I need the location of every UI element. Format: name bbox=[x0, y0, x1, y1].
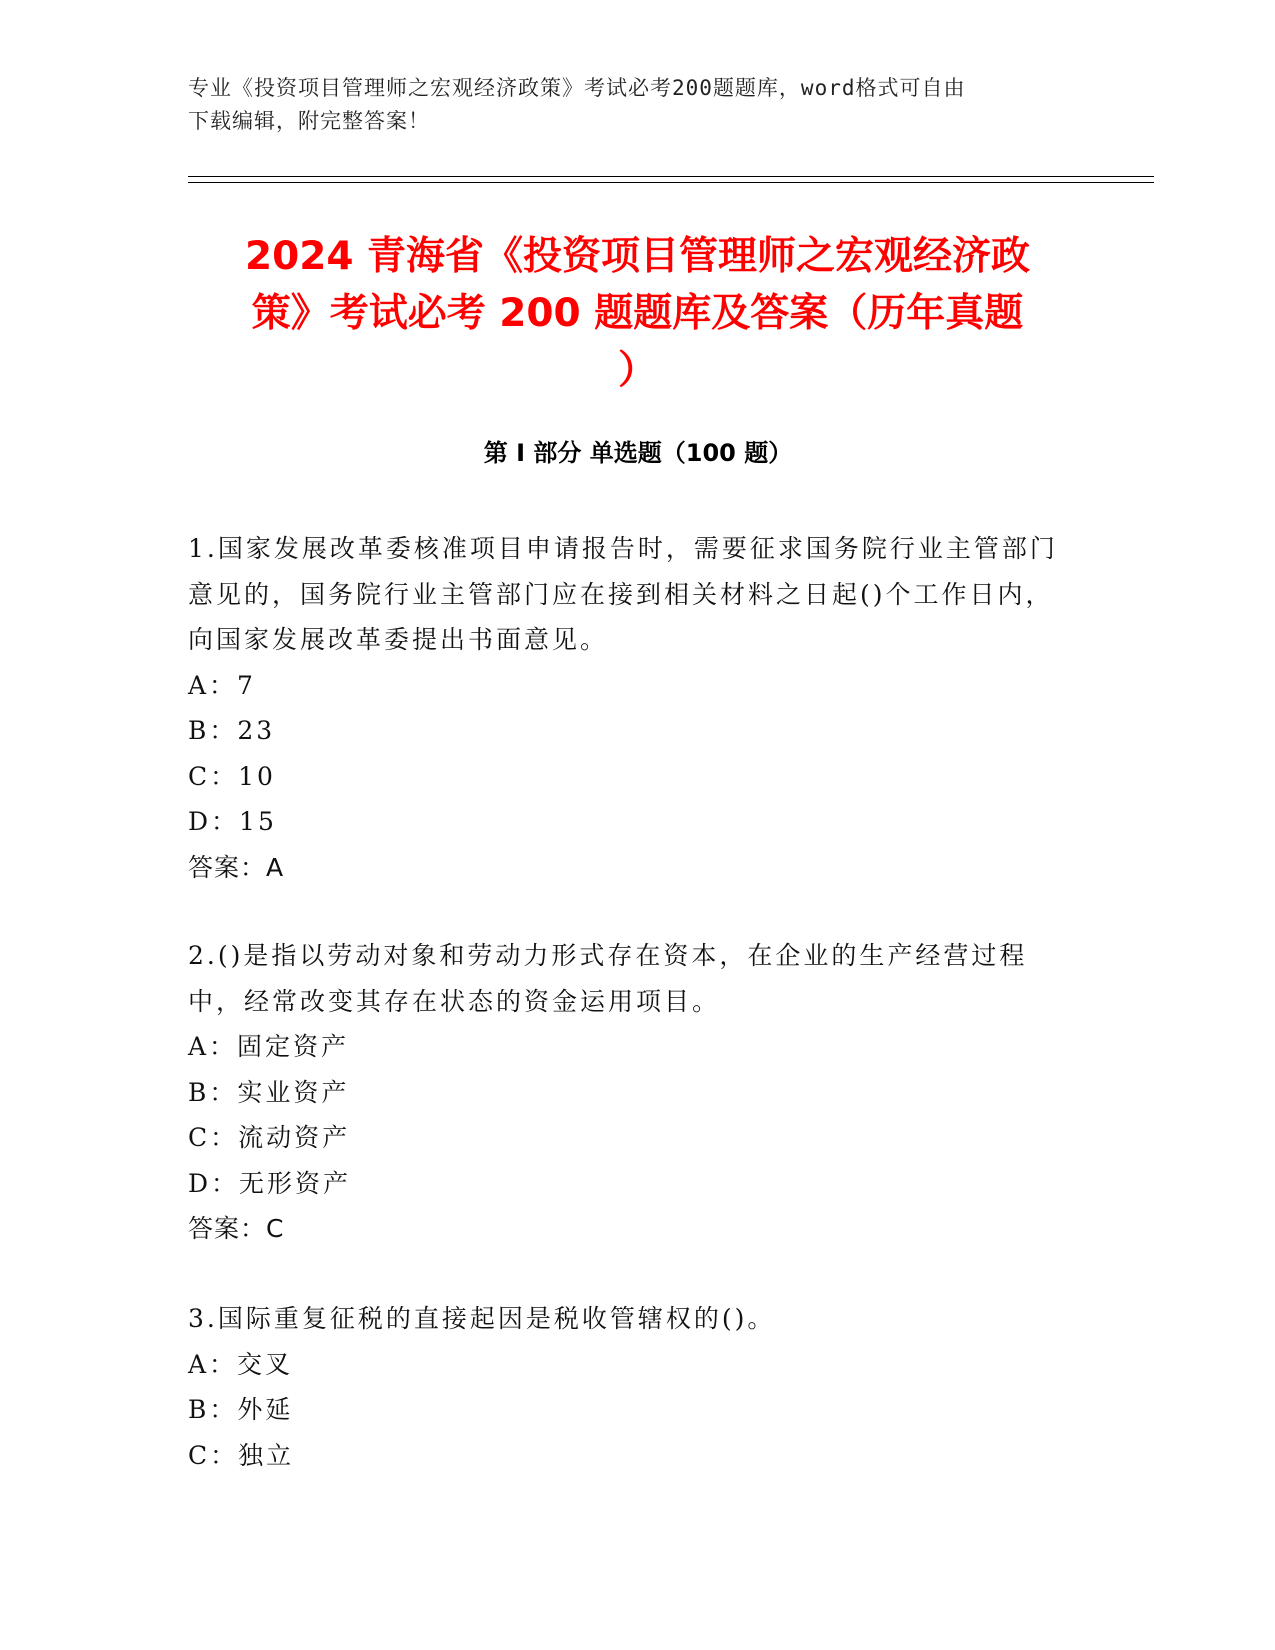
option-c: C：10 bbox=[188, 761, 276, 791]
answer-line: 答案：C bbox=[188, 1214, 285, 1243]
option-b: B：外延 bbox=[188, 1395, 294, 1424]
question-1 bbox=[188, 526, 1068, 890]
option-a: A：7 bbox=[188, 670, 256, 700]
document-title bbox=[170, 228, 1105, 399]
header-note-line-1: 专业《投资项目管理师之宏观经济政策》考试必考200题题库，word格式可自由 bbox=[188, 76, 966, 100]
document-title-line-1: 2024 青海省《投资项目管理师之宏观经济政 bbox=[244, 234, 1031, 279]
question-2 bbox=[188, 933, 1068, 1252]
question-options bbox=[188, 1024, 1068, 1206]
header-divider-bottom bbox=[188, 182, 1154, 183]
document-title-line-2: 策》考试必考 200 题题库及答案（历年真题 bbox=[251, 291, 1024, 336]
header-note-line-2: 下载编辑，附完整答案！ bbox=[188, 109, 430, 133]
option-d: D：15 bbox=[188, 807, 277, 836]
answer-line: 答案：A bbox=[188, 852, 285, 882]
section-heading: 第 I 部分 单选题（100 题） bbox=[483, 439, 793, 467]
document-title-line-3: ） bbox=[617, 348, 657, 393]
option-a: A：交叉 bbox=[188, 1349, 294, 1379]
option-c: C：独立 bbox=[188, 1440, 295, 1470]
option-b: B：实业资产 bbox=[188, 1077, 350, 1107]
option-a: A：固定资产 bbox=[188, 1032, 350, 1061]
option-d: D：无形资产 bbox=[188, 1168, 352, 1198]
question-stem: 2.()是指以劳动对象和劳动力形式存在资本，在企业的生产经营过程中，经常改变其存在状态的资金运用项目。 bbox=[188, 941, 1028, 1016]
question-options bbox=[188, 1342, 1068, 1479]
question-stem: 1.国家发展改革委核准项目申请报告时，需要征求国务院行业主管部门意见的，国务院行业主管部门应在接到相关材料之日起()个工作日内，向国家发展改革委提出书面意见。 bbox=[188, 534, 1058, 654]
header-divider-top bbox=[188, 176, 1154, 177]
question-options bbox=[188, 663, 1068, 845]
option-b: B：23 bbox=[188, 716, 276, 745]
question-3 bbox=[188, 1296, 1068, 1478]
question-stem: 3.国际重复征税的直接起因是税收管辖权的()。 bbox=[188, 1304, 776, 1333]
option-c: C：流动资产 bbox=[188, 1123, 351, 1152]
header-note bbox=[188, 72, 1088, 138]
